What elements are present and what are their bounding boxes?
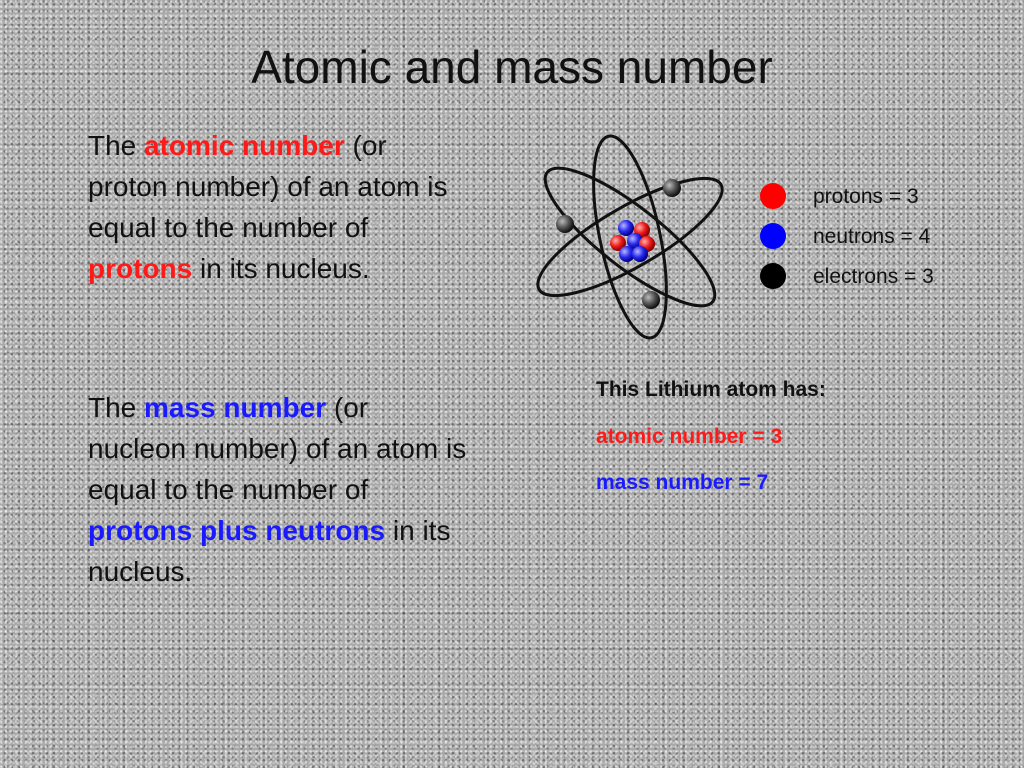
p2-text-3: in its nucleus. xyxy=(88,515,451,587)
protons-term: protons xyxy=(88,253,193,284)
lithium-mass-number: mass number = 7 xyxy=(596,471,769,494)
legend-neutrons-label: neutrons = 4 xyxy=(813,225,931,248)
legend-electrons-label: electrons = 3 xyxy=(813,265,934,288)
p1-text-3: in its nucleus. xyxy=(192,253,370,284)
legend-protons-label: protons = 3 xyxy=(813,185,919,208)
p2-text-2: (or nucleon number) of an atom is equal to the number of xyxy=(88,392,467,505)
electron-dot-icon xyxy=(760,263,786,289)
proton-dot-icon xyxy=(760,183,786,209)
electron-3 xyxy=(642,291,660,309)
atomic-number-definition xyxy=(88,125,468,289)
lithium-atom-diagram xyxy=(530,130,730,345)
lithium-summary-heading: This Lithium atom has: xyxy=(596,378,826,401)
neutron-dot-icon xyxy=(760,223,786,249)
p1-text-2: (or proton number) of an atom is equal to the number of xyxy=(88,130,448,243)
atomic-number-term: atomic number xyxy=(144,130,345,161)
nucleus xyxy=(610,220,655,262)
electron-2 xyxy=(556,215,574,233)
protons-plus-neutrons-term: protons plus neutrons xyxy=(88,515,386,546)
electron-1 xyxy=(663,179,681,197)
mass-number-definition xyxy=(88,387,468,592)
p1-text-1: The xyxy=(88,130,145,161)
lithium-atomic-number: atomic number = 3 xyxy=(596,425,783,448)
slide-title: Atomic and mass number xyxy=(251,41,773,93)
p2-text-1: The xyxy=(88,392,145,423)
mass-number-term: mass number xyxy=(144,392,327,423)
